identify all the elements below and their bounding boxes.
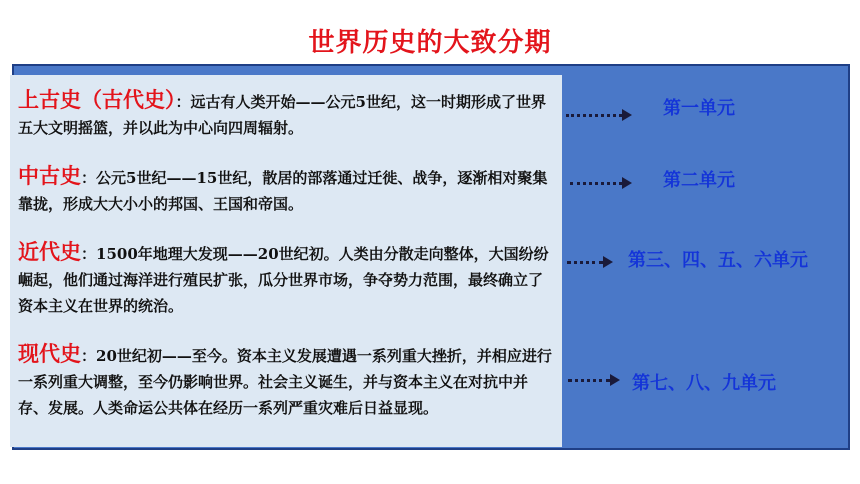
period-heading: 现代史: [18, 341, 81, 366]
page-title: 世界历史的大致分期: [308, 28, 552, 58]
unit-label-3: 第三、四、五、六单元: [628, 250, 808, 271]
unit-label-2: 第二单元: [663, 170, 735, 191]
period-description: 1500年地理大发现——20世纪初。人类由分散走向整体，大国纷纷崛起，他们通过海洋进行殖民扩张，瓜分世界市场，争夺势力范围，最终确立了资本主义在世界的统治。: [18, 245, 549, 315]
dotted-arrow-line: [568, 379, 610, 382]
period-colon: ：: [175, 93, 191, 111]
arrowhead-icon: [622, 177, 632, 189]
arrowhead-icon: [622, 109, 632, 121]
period-colon: ：: [81, 169, 97, 187]
dotted-arrow-line: [570, 182, 622, 185]
arrowhead-icon: [603, 256, 613, 268]
period-ancient: [18, 87, 554, 141]
period-description: 20世纪初——至今。资本主义发展遭遇一系列重大挫折，并相应进行一系列重大调整，至今仍影响世界。社会主义诞生，并与资本主义在对抗中并存、发展。人类命运公共体在经历一系列严重灾难后日益显现。: [18, 347, 552, 417]
dotted-arrow-line: [567, 261, 603, 264]
period-heading: 中古史: [18, 163, 81, 188]
period-colon: ：: [81, 245, 97, 263]
periods-textbox: [10, 75, 562, 447]
period-description: 远古有人类开始——公元5世纪，这一时期形成了世界五大文明摇篮，并以此为中心向四周辐射。: [18, 93, 546, 137]
period-heading: 上古史（古代史）: [18, 87, 176, 112]
period-medieval: [18, 163, 554, 217]
period-modern: [18, 341, 554, 421]
period-colon: ：: [81, 347, 97, 365]
period-heading: 近代史: [18, 239, 81, 264]
unit-label-1: 第一单元: [663, 98, 735, 119]
arrowhead-icon: [610, 374, 620, 386]
period-early-modern: [18, 239, 554, 319]
dotted-arrow-line: [566, 114, 622, 117]
period-description: 公元5世纪——15世纪，散居的部落通过迁徙、战争，逐渐相对聚集靠拢，形成大大小小的邦国、王国和帝国。: [18, 169, 548, 213]
unit-label-4: 第七、八、九单元: [632, 373, 776, 394]
